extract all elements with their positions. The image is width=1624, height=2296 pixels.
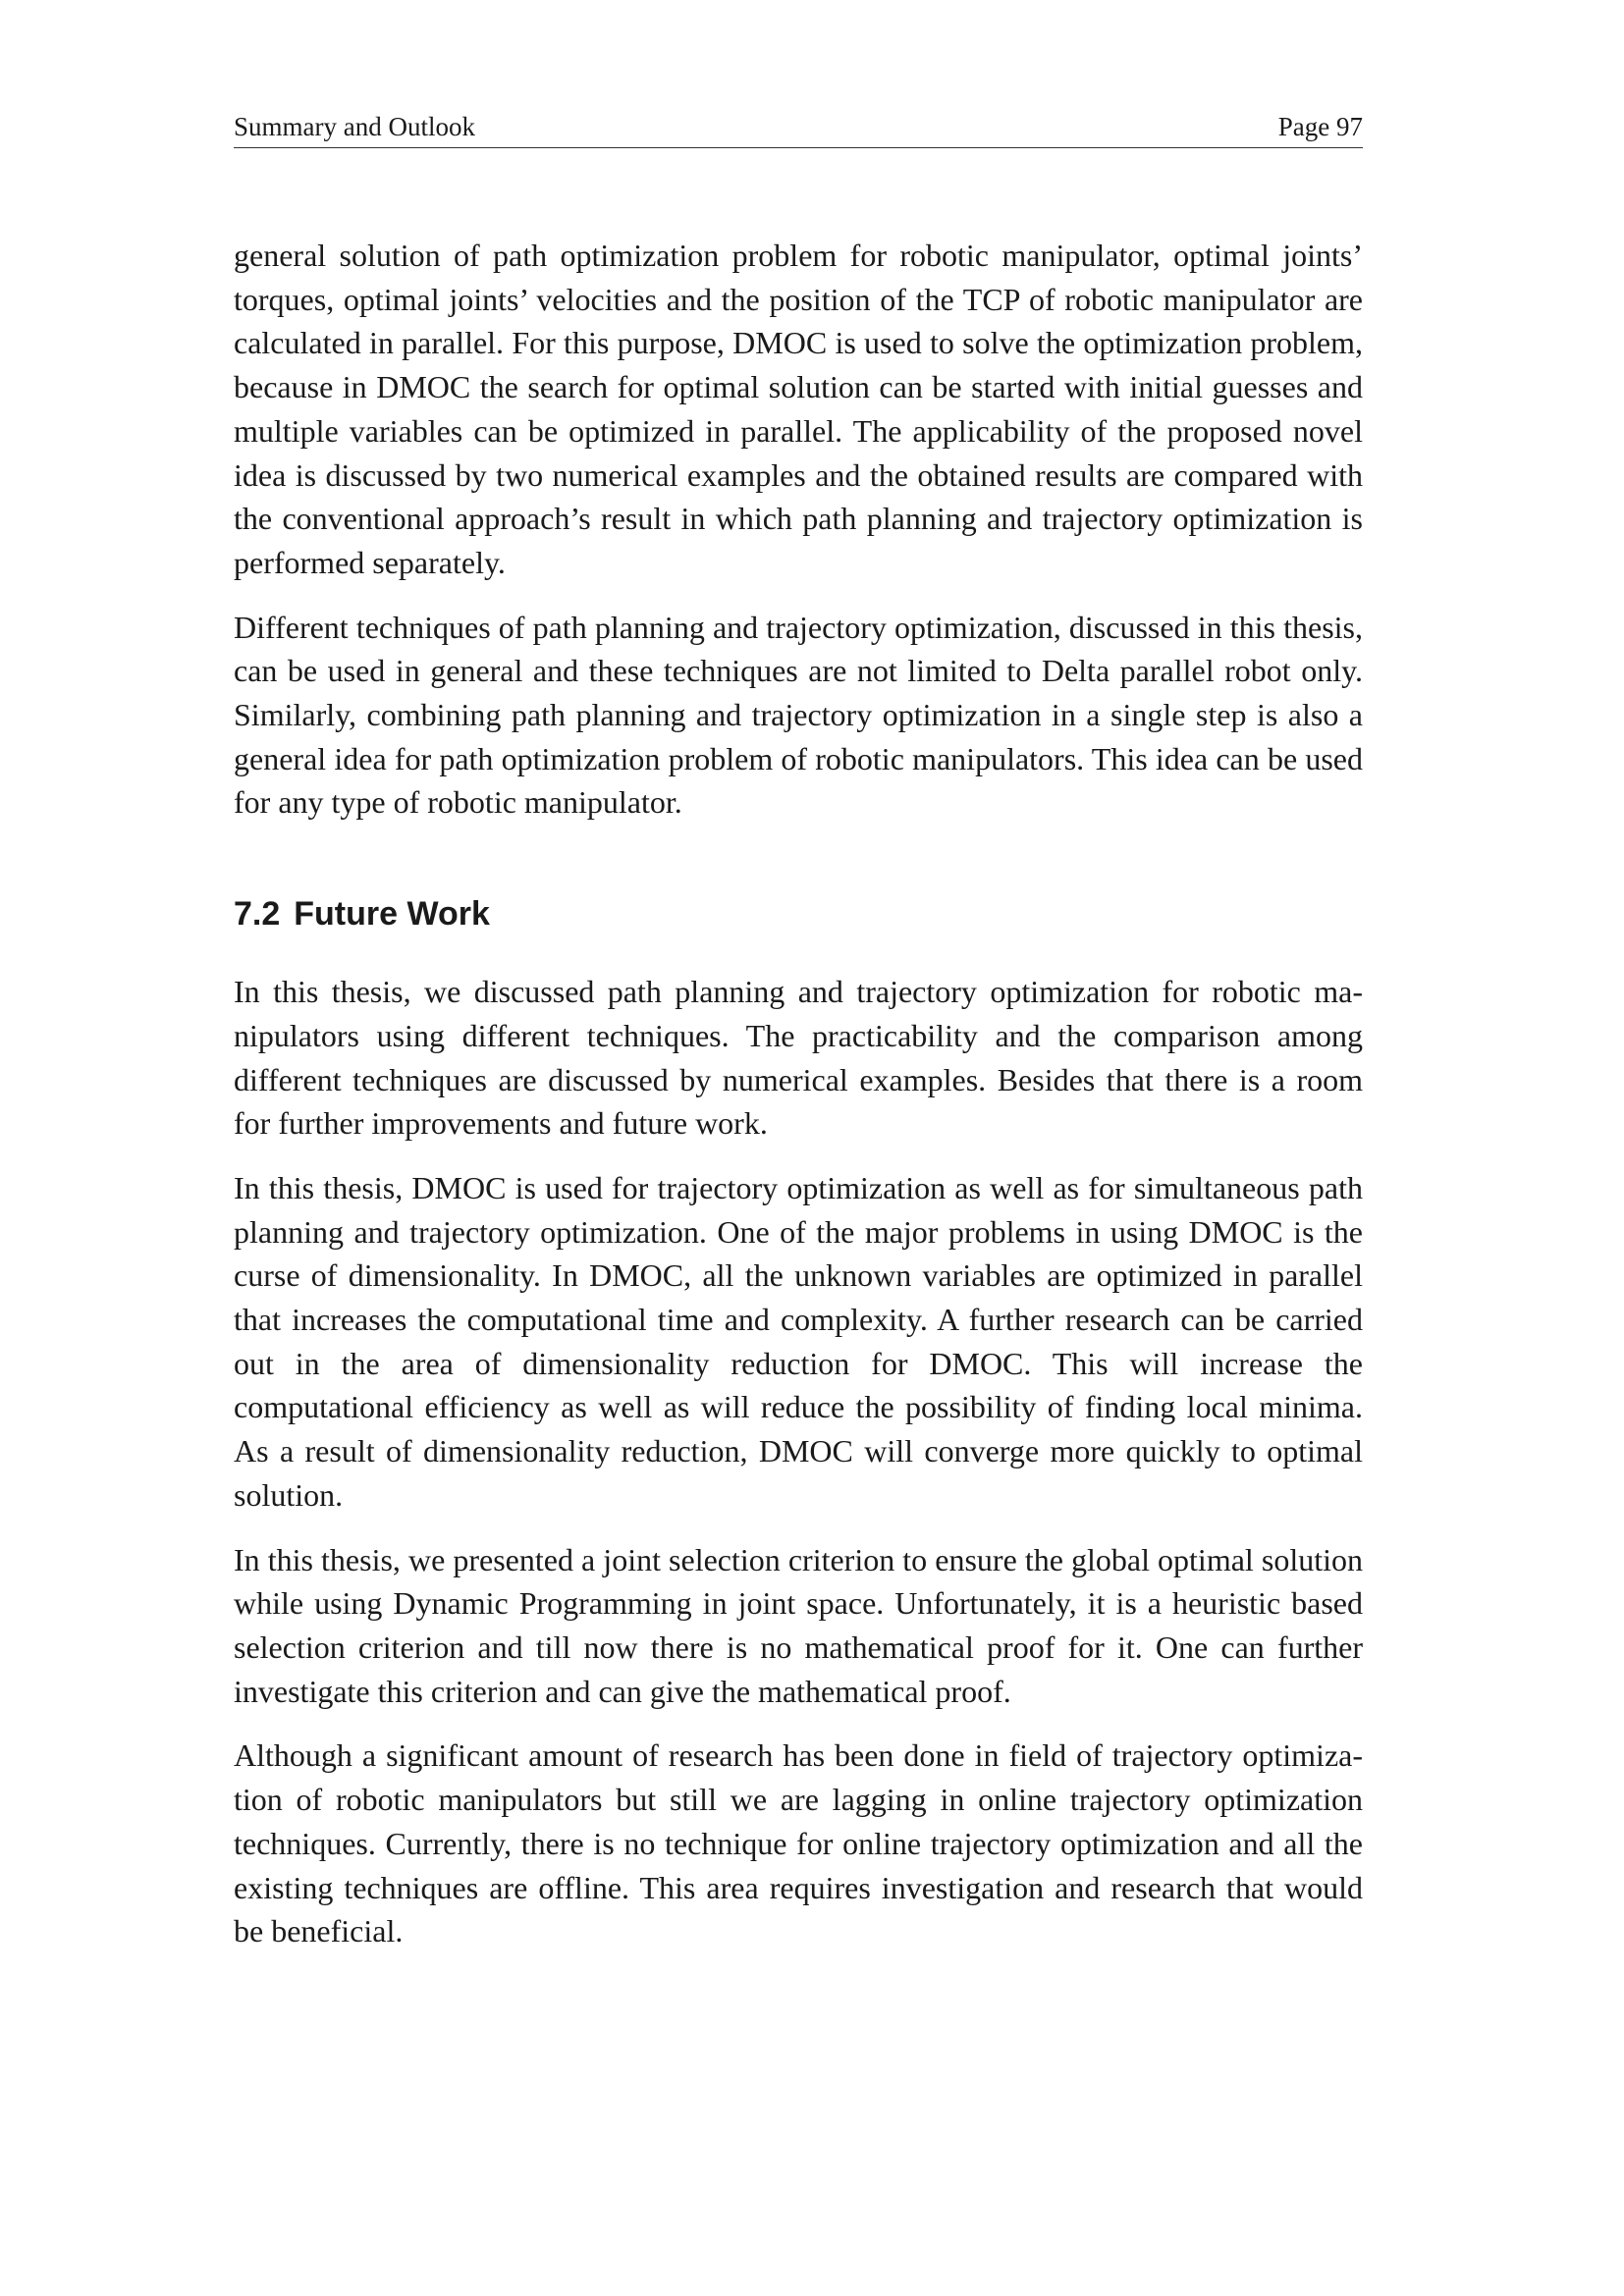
paragraph-intro-2: Different techniques of path planning and trajectory optimization, discussed in this thesis, can be used in general and these techniques are not limited to Delta parallel robot only. Similarly, combining path planning and trajectory optimization in a single step is also a general idea for path optimization problem of robotic manipulators. This idea can be used for any type of robotic manipulator.	[234, 609, 1363, 821]
page-content	[234, 234, 1363, 1974]
section-heading	[234, 892, 1363, 935]
paragraph-future-4: Although a significant amount of research has been done in field of trajectory optimization of robotic manipulators but still we are lagging in online trajectory optimization techniques. Currently, there is no technique for online trajectory optimization and all the existing techniques are offline. This area requires investigation and research that would be beneficial.	[234, 1737, 1363, 1949]
header-page-number: Page 97	[1277, 112, 1363, 141]
header-chapter-title: Summary and Outlook	[234, 112, 475, 141]
running-header	[234, 110, 1363, 148]
paragraph-future-1: In this thesis, we discussed path planning and trajectory optimization for robotic manipulators using different techniques. The practicability and the comparison among different techniques are discussed by numerical examples. Besides that there is a room for further improvements and future work.	[234, 974, 1363, 1142]
paragraph-future-3: In this thesis, we presented a joint selection criterion to ensure the global optimal solution while using Dynamic Programming in joint space. Unfortunately, it is a heuristic based selection criterion and till now there is no mathematical proof for it. One can further investigate this criterion and can give the mathematical proof.	[234, 1541, 1363, 1709]
section-number: 7.2	[234, 895, 281, 934]
paragraph-intro-1: general solution of path optimization problem for robotic manipulator, optimal joints’ torques, optimal joints’ velocities and the position of the TCP of robotic manipulator are calculated in parallel. For this purpose, DMOC is used to solve the optimization problem, because in DMOC the search for optimal solution can be started with initial guesses and multiple variables can be optimized in parallel. The applicability of the proposed novel idea is discussed by two numerical examples and the obtained results are compared with the conventional approach’s result in which path planning and trajectory optimization is performed separately.	[234, 238, 1363, 580]
section-title: Future Work	[294, 895, 490, 934]
paragraph-future-2: In this thesis, DMOC is used for trajectory optimization as well as for simultaneous path planning and trajectory optimization. One of the major problems in using DMOC is the curse of dimensionality. In DMOC, all the unknown variables are optimized in parallel that increases the computational time and complexity. A further research can be carried out in the area of dimensionality reduction for DMOC. This will increase the computational efficiency as well as will reduce the possibility of finding local minima. As a result of dimensionality reduction, DMOC will converge more quickly to optimal solution.	[234, 1169, 1363, 1513]
